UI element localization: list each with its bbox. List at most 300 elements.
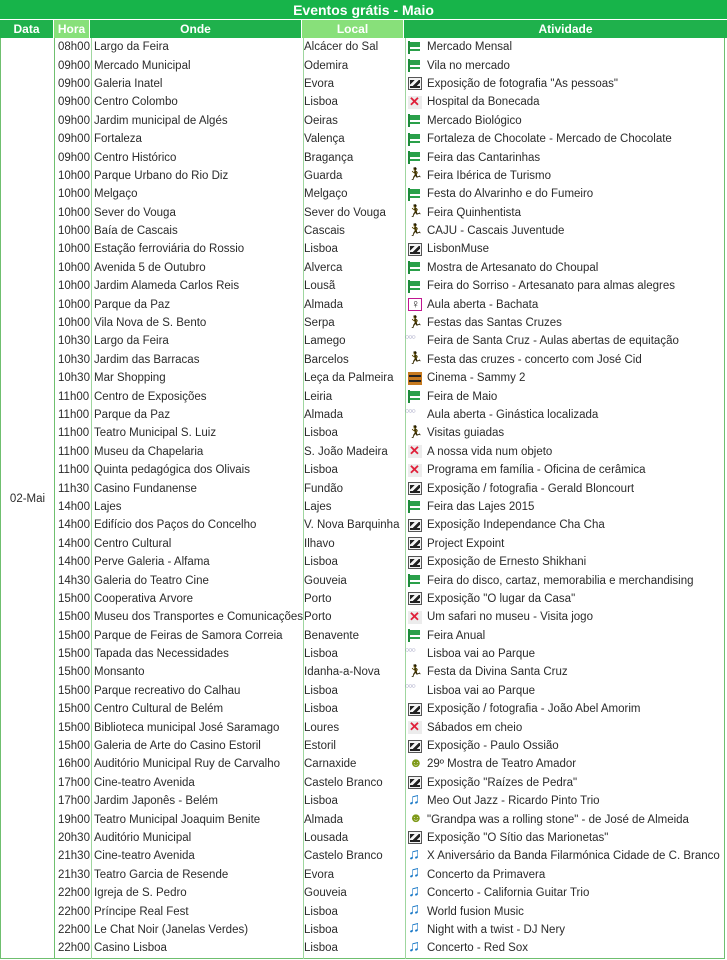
cell-onde[interactable]: Fortaleza — [94, 133, 142, 146]
table-row[interactable] — [55, 718, 726, 736]
table-row[interactable] — [55, 259, 726, 277]
cell-atividade[interactable]: Concerto - Red Sox — [427, 942, 528, 955]
cell-local[interactable]: Lisboa — [304, 648, 338, 661]
cell-onde[interactable]: Cine-teatro Avenida — [94, 776, 195, 789]
cell-local[interactable]: Cascais — [304, 225, 345, 238]
cell-local[interactable]: Lisboa — [304, 905, 338, 918]
table-row[interactable] — [55, 185, 726, 203]
cell-onde[interactable]: Centro de Exposições — [94, 390, 207, 403]
cell-hora[interactable]: 17h00 — [58, 776, 90, 789]
cell-onde[interactable]: Centro Colombo — [94, 96, 178, 109]
table-row[interactable] — [55, 130, 726, 148]
cell-atividade[interactable]: Project Expoint — [427, 537, 505, 550]
table-row[interactable] — [55, 443, 726, 461]
cell-local[interactable]: Loures — [304, 721, 340, 734]
cell-local[interactable]: Alcácer do Sal — [304, 41, 379, 54]
cell-local[interactable]: Lousã — [304, 280, 336, 293]
cell-hora[interactable]: 10h00 — [58, 317, 90, 330]
cell-onde[interactable]: Edifício dos Paços do Concelho — [94, 519, 257, 532]
market-icon — [408, 114, 422, 127]
cell-hora[interactable]: 15h00 — [58, 740, 90, 753]
cell-hora[interactable]: 10h00 — [58, 298, 90, 311]
cell-atividade[interactable]: Um safari no museu - Visita jogo — [427, 611, 593, 624]
cell-local[interactable]: Carnaxide — [304, 758, 357, 771]
music-icon — [408, 923, 422, 936]
cell-hora[interactable]: 10h00 — [58, 261, 90, 274]
table-row[interactable] — [55, 75, 726, 93]
date-cell[interactable]: 02-Mai — [1, 38, 55, 959]
cell-local[interactable]: Lisboa — [304, 243, 338, 256]
cell-atividade[interactable]: Aula aberta - Bachata — [427, 298, 539, 311]
table-row[interactable] — [55, 38, 726, 56]
cell-onde[interactable]: Teatro Municipal Joaquim Benite — [94, 813, 261, 826]
cell-atividade[interactable]: 29º Mostra de Teatro Amador — [427, 758, 577, 771]
cell-local[interactable]: Barcelos — [304, 353, 349, 366]
cell-atividade[interactable]: X Aniversário da Banda Filarmónica Cidade de C. Branco — [427, 850, 720, 863]
cell-hora[interactable]: 11h00 — [58, 445, 90, 458]
table-row[interactable] — [55, 332, 726, 350]
table-row[interactable] — [55, 645, 726, 663]
market-icon — [408, 59, 422, 72]
music-icon — [408, 795, 422, 808]
cell-atividade[interactable]: Exposição - Paulo Ossião — [427, 740, 559, 753]
cell-atividade[interactable]: A nossa vida num objeto — [427, 445, 553, 458]
cell-local[interactable]: Leça da Palmeira — [304, 372, 394, 385]
cell-atividade[interactable]: Fortaleza de Chocolate - Mercado de Chocolate — [427, 133, 672, 146]
cell-onde[interactable]: Príncipe Real Fest — [94, 905, 189, 918]
cell-local[interactable]: Lamego — [304, 335, 346, 348]
cell-onde[interactable]: Jardim Alameda Carlos Reis — [94, 280, 240, 293]
cell-atividade[interactable]: Concerto da Primavera — [427, 868, 546, 881]
cell-hora[interactable]: 16h00 — [58, 758, 90, 771]
table-row[interactable] — [55, 590, 726, 608]
cell-onde[interactable]: Galeria Inatel — [94, 77, 163, 90]
cell-hora[interactable]: 21h30 — [58, 850, 90, 863]
cell-atividade[interactable]: Vila no mercado — [427, 59, 510, 72]
cell-hora[interactable]: 10h00 — [58, 280, 90, 293]
cell-local[interactable]: Almada — [304, 409, 343, 421]
cell-onde[interactable]: Perve Galeria - Alfama — [94, 556, 210, 569]
market-icon — [408, 629, 422, 642]
table-row[interactable] — [55, 682, 726, 700]
cell-atividade[interactable]: Lisboa vai ao Parque — [427, 684, 536, 697]
cell-atividade[interactable]: Festa das cruzes - concerto com José Cid — [427, 353, 642, 366]
table-row[interactable] — [55, 884, 726, 902]
cell-local[interactable]: Melgaço — [304, 188, 348, 201]
cell-local[interactable]: Évora — [304, 77, 335, 90]
cell-atividade[interactable]: Night with a twist - DJ Nery — [427, 923, 566, 936]
table-row[interactable] — [55, 608, 726, 626]
cell-onde[interactable]: Museu dos Transportes e Comunicações — [94, 611, 303, 624]
cell-atividade[interactable]: Lisboa vai ao Parque — [427, 648, 536, 661]
market-icon — [408, 390, 422, 403]
cell-atividade[interactable]: Exposição "O Sítio das Marionetas" — [427, 831, 609, 844]
cell-atividade[interactable]: Exposição de Ernesto Shikhani — [427, 556, 587, 569]
cell-local[interactable]: Castelo Branco — [304, 850, 383, 863]
cell-local[interactable]: Lisboa — [304, 556, 338, 569]
cell-local[interactable]: Lajes — [304, 500, 332, 513]
cell-atividade[interactable]: Feira Quinhentista — [427, 206, 521, 219]
header-local[interactable]: Local — [302, 20, 404, 38]
cell-hora[interactable]: 09h00 — [58, 77, 90, 90]
sport-icon — [408, 335, 422, 348]
cell-atividade[interactable]: Festa da Divina Santa Cruz — [427, 666, 568, 679]
table-row[interactable] — [55, 921, 726, 939]
cell-onde[interactable]: Jardim Japonês - Belém — [94, 795, 218, 808]
cell-hora[interactable]: 22h00 — [58, 887, 90, 900]
market-icon — [408, 133, 422, 146]
table-row[interactable] — [55, 314, 726, 332]
cell-local[interactable]: Gouveia — [304, 574, 347, 587]
cell-hora[interactable]: 14h00 — [58, 556, 90, 569]
cell-onde[interactable]: Casino Fundanense — [94, 482, 197, 495]
sport-icon — [408, 648, 422, 661]
table-row[interactable] — [55, 792, 726, 810]
table-row[interactable] — [55, 93, 726, 111]
museum-icon — [408, 831, 422, 844]
cell-local[interactable]: Castelo Branco — [304, 776, 383, 789]
column-headers — [0, 20, 727, 38]
cell-local[interactable]: Fundão — [304, 482, 344, 495]
cell-onde[interactable]: Centro Cultural — [94, 537, 172, 550]
market-icon — [408, 261, 422, 274]
cell-onde[interactable]: Quinta pedagógica dos Olivais — [94, 464, 250, 477]
cell-local[interactable]: Évora — [304, 868, 335, 881]
table-row[interactable] — [55, 369, 726, 387]
table-row[interactable] — [55, 204, 726, 222]
cell-onde[interactable]: Teatro Garcia de Resende — [94, 868, 229, 881]
cell-onde[interactable]: Parque da Paz — [94, 298, 171, 311]
cell-atividade[interactable]: Festa do Alvarinho e do Fumeiro — [427, 188, 594, 201]
table-row[interactable] — [55, 774, 726, 792]
cell-hora[interactable]: 15h00 — [58, 629, 90, 642]
cell-hora[interactable]: 15h00 — [58, 611, 90, 624]
museum-icon — [408, 519, 422, 532]
cell-local[interactable]: Estoril — [304, 740, 336, 753]
table-row[interactable] — [55, 167, 726, 185]
table-row[interactable] — [55, 902, 726, 920]
cell-local[interactable]: Guarda — [304, 169, 343, 182]
cell-onde[interactable]: Tapada das Necessidades — [94, 648, 229, 661]
cell-hora[interactable]: 11h00 — [58, 464, 90, 477]
cell-atividade[interactable]: Feira de Santa Cruz - Aulas abertas de equitação — [427, 335, 679, 348]
cell-local[interactable]: Bragança — [304, 151, 354, 164]
cell-atividade[interactable]: Feira Anual — [427, 629, 486, 642]
museum-icon — [408, 243, 422, 256]
table-row[interactable] — [55, 571, 726, 589]
cell-hora[interactable]: 09h00 — [58, 59, 90, 72]
cell-hora[interactable]: 10h00 — [58, 206, 90, 219]
cell-hora[interactable]: 09h00 — [58, 96, 90, 109]
cell-onde[interactable]: Parque de Feiras de Samora Correia — [94, 629, 283, 642]
cell-hora[interactable]: 10h00 — [58, 188, 90, 201]
music-icon — [408, 868, 422, 881]
cell-atividade[interactable]: CAJU - Cascais Juventude — [427, 225, 565, 238]
cell-onde[interactable]: Jardim municipal de Algés — [94, 114, 228, 127]
table-row[interactable] — [55, 939, 726, 957]
cell-atividade[interactable]: Meo Out Jazz - Ricardo Pinto Trio — [427, 795, 600, 808]
cell-onde[interactable]: Monsanto — [94, 666, 145, 679]
cell-atividade[interactable]: Feira do Sorriso - Artesanato para almas alegres — [427, 280, 676, 293]
museum-icon — [408, 482, 422, 495]
cell-local[interactable]: Sever do Vouga — [304, 206, 386, 219]
walk-icon — [408, 225, 422, 238]
table-row[interactable] — [55, 627, 726, 645]
cell-local[interactable]: V. Nova Barquinha — [304, 519, 400, 532]
cell-onde[interactable]: Sever do Vouga — [94, 206, 176, 219]
cell-hora[interactable]: 19h00 — [58, 813, 90, 826]
table-row[interactable] — [55, 663, 726, 681]
cell-atividade[interactable]: Exposição Independance Cha Cha — [427, 519, 605, 532]
walk-icon — [408, 353, 422, 366]
table-row[interactable] — [55, 553, 726, 571]
cell-onde[interactable]: Centro Histórico — [94, 151, 177, 164]
cell-local[interactable]: Odemira — [304, 59, 349, 72]
cell-onde[interactable]: Auditório Municipal Ruy de Carvalho — [94, 758, 281, 771]
kids-icon — [408, 445, 422, 458]
market-icon — [408, 41, 422, 54]
cell-hora[interactable]: 11h00 — [58, 427, 90, 440]
header-atividade[interactable]: Atividade — [404, 20, 727, 38]
cell-hora[interactable]: 11h00 — [58, 390, 90, 403]
cell-local[interactable]: Porto — [304, 611, 332, 624]
cell-hora[interactable]: 10h00 — [58, 243, 90, 256]
cell-onde[interactable]: Centro Cultural de Belém — [94, 703, 224, 716]
museum-icon — [408, 776, 422, 789]
walk-icon — [408, 169, 422, 182]
cell-atividade[interactable]: Feira do disco, cartaz, memorabilia e merchandising — [427, 574, 694, 587]
museum-icon — [408, 556, 422, 569]
cell-hora[interactable]: 14h00 — [58, 537, 90, 550]
table-row[interactable] — [55, 847, 726, 865]
cell-local[interactable]: Almada — [304, 298, 343, 311]
cell-local[interactable]: Alverca — [304, 261, 343, 274]
dance-icon — [408, 298, 422, 311]
table-row[interactable] — [55, 810, 726, 828]
cell-local[interactable]: Lisboa — [304, 684, 338, 697]
music-icon — [408, 942, 422, 955]
cell-onde[interactable]: Baía de Cascais — [94, 225, 178, 238]
cell-atividade[interactable]: Aula aberta - Ginástica localizada — [427, 409, 599, 421]
cell-hora[interactable]: 22h00 — [58, 923, 90, 936]
cell-local[interactable]: Gouveia — [304, 887, 347, 900]
cell-atividade[interactable]: Feira das Cantarinhas — [427, 151, 541, 164]
cell-local[interactable]: Idanha-a-Nova — [304, 666, 381, 679]
table-row[interactable] — [55, 277, 726, 295]
cell-onde[interactable]: Parque Urbano do Rio Diz — [94, 169, 229, 182]
cell-hora[interactable]: 11h00 — [58, 409, 90, 421]
cell-onde[interactable]: Jardim das Barracas — [94, 353, 200, 366]
cell-atividade[interactable]: Visitas guiadas — [427, 427, 505, 440]
cell-local[interactable]: Valença — [304, 133, 345, 146]
cell-hora[interactable]: 14h00 — [58, 500, 90, 513]
cell-hora[interactable]: 21h30 — [58, 868, 90, 881]
cell-hora[interactable]: 10h30 — [58, 335, 90, 348]
cell-hora[interactable]: 17h00 — [58, 795, 90, 808]
cell-onde[interactable]: Parque recreativo do Calhau — [94, 684, 241, 697]
market-icon — [408, 500, 422, 513]
cell-local[interactable]: Leiria — [304, 390, 333, 403]
cell-atividade[interactable]: Mercado Mensal — [427, 41, 513, 54]
cell-atividade[interactable]: Concerto - California Guitar Trio — [427, 887, 590, 900]
cell-atividade[interactable]: Exposição "Raízes de Pedra" — [427, 776, 578, 789]
cell-hora[interactable]: 10h00 — [58, 225, 90, 238]
cell-atividade[interactable]: LisbonMuse — [427, 243, 490, 256]
table-row[interactable] — [55, 424, 726, 442]
cell-onde[interactable]: Museu da Chapelaria — [94, 445, 204, 458]
table-row[interactable] — [55, 112, 726, 130]
cell-hora[interactable]: 09h00 — [58, 133, 90, 146]
cell-onde[interactable]: Melgaço — [94, 188, 138, 201]
cell-atividade[interactable]: Festas das Santas Cruzes — [427, 317, 562, 330]
cell-onde[interactable]: Lajes — [94, 500, 122, 513]
cell-onde[interactable]: Auditório Municipal — [94, 831, 192, 844]
cell-onde[interactable]: Cine-teatro Avenida — [94, 850, 195, 863]
sheet-title: Eventos grátis - Maio — [0, 0, 727, 20]
cell-local[interactable]: Serpa — [304, 317, 335, 330]
table-row[interactable] — [55, 148, 726, 166]
cell-hora[interactable]: 14h30 — [58, 574, 90, 587]
events-table-body — [0, 38, 725, 959]
cell-atividade[interactable]: "Grandpa was a rolling stone" - de José de Almeida — [427, 813, 689, 826]
table-row[interactable] — [55, 755, 726, 773]
cell-hora[interactable]: 15h00 — [58, 592, 90, 605]
cell-hora[interactable]: 15h00 — [58, 684, 90, 697]
music-icon — [408, 887, 422, 900]
table-row[interactable] — [55, 829, 726, 847]
cell-hora[interactable]: 14h00 — [58, 519, 90, 532]
cell-onde[interactable]: Estação ferroviária do Rossio — [94, 243, 245, 256]
cell-onde[interactable]: Largo da Feira — [94, 335, 169, 348]
table-row[interactable] — [55, 406, 726, 424]
cell-onde[interactable]: Teatro Municipal S. Luiz — [94, 427, 217, 440]
events-rows — [55, 38, 726, 958]
cell-atividade[interactable]: Feira das Lajes 2015 — [427, 500, 535, 513]
cell-onde[interactable]: Vila Nova de S. Bento — [94, 317, 207, 330]
cell-local[interactable]: Benavente — [304, 629, 359, 642]
cell-atividade[interactable]: Feira Ibérica de Turismo — [427, 169, 551, 182]
cell-atividade[interactable]: Mostra de Artesanato do Choupal — [427, 261, 599, 274]
header-data[interactable]: Data — [0, 20, 54, 38]
table-row[interactable] — [55, 56, 726, 74]
table-row[interactable] — [55, 866, 726, 884]
sport-icon — [408, 684, 422, 697]
table-row[interactable] — [55, 461, 726, 479]
walk-icon — [408, 317, 422, 330]
cell-onde[interactable]: Le Chat Noir (Janelas Verdes) — [94, 923, 249, 936]
cell-local[interactable]: Almada — [304, 813, 343, 826]
cell-atividade[interactable]: Feira de Maio — [427, 390, 498, 403]
header-onde[interactable]: Onde — [90, 20, 302, 38]
cell-hora[interactable]: 09h00 — [58, 151, 90, 164]
cell-onde[interactable]: Largo da Feira — [94, 41, 169, 54]
cell-onde[interactable]: Avenida 5 de Outubro — [94, 261, 206, 274]
cell-local[interactable]: Lisboa — [304, 96, 338, 109]
kids-icon — [408, 96, 422, 109]
header-hora[interactable]: Hora — [54, 20, 90, 38]
cell-local[interactable]: Ílhavo — [304, 537, 335, 550]
cell-atividade[interactable]: Hospital da Bonecada — [427, 96, 540, 109]
kids-icon — [408, 721, 422, 734]
cell-onde[interactable]: Mercado Municipal — [94, 59, 191, 72]
cell-hora[interactable]: 20h30 — [58, 831, 90, 844]
table-row[interactable] — [55, 737, 726, 755]
cell-onde[interactable]: Cooperativa Árvore — [94, 592, 194, 605]
cell-onde[interactable]: Mar Shopping — [94, 372, 166, 385]
kids-icon — [408, 611, 422, 624]
cell-onde[interactable]: Casino Lisboa — [94, 942, 167, 955]
table-row[interactable] — [55, 700, 726, 718]
cell-onde[interactable]: Igreja de S. Pedro — [94, 887, 187, 900]
market-icon — [408, 151, 422, 164]
cell-hora[interactable]: 08h00 — [58, 41, 90, 54]
walk-icon — [408, 206, 422, 219]
cell-hora[interactable]: 15h00 — [58, 703, 90, 716]
table-row[interactable] — [55, 479, 726, 497]
cell-local[interactable]: Lisboa — [304, 464, 338, 477]
cell-local[interactable]: Lisboa — [304, 942, 338, 955]
cell-hora[interactable]: 15h00 — [58, 666, 90, 679]
cell-atividade[interactable]: Cinema - Sammy 2 — [427, 372, 526, 385]
cell-hora[interactable]: 11h30 — [58, 482, 90, 495]
table-row[interactable] — [55, 535, 726, 553]
table-row[interactable] — [55, 498, 726, 516]
cell-local[interactable]: Lisboa — [304, 427, 338, 440]
cell-hora[interactable]: 10h00 — [58, 169, 90, 182]
table-row[interactable] — [55, 240, 726, 258]
cell-atividade[interactable]: World fusion Music — [427, 905, 524, 918]
cell-atividade[interactable]: Programa em família - Oficina de cerâmica — [427, 464, 646, 477]
table-row[interactable] — [55, 295, 726, 313]
cell-onde[interactable]: Biblioteca municipal José Saramago — [94, 721, 280, 734]
cell-local[interactable]: Lousada — [304, 831, 349, 844]
cell-onde[interactable]: Galeria de Arte do Casino Estoril — [94, 740, 261, 753]
cell-atividade[interactable]: Exposição de fotografia "As pessoas" — [427, 77, 618, 90]
cell-onde[interactable]: Galeria do Teatro Cine — [94, 574, 209, 587]
music-icon — [408, 905, 422, 918]
cell-local[interactable]: Oeiras — [304, 114, 338, 127]
cell-hora[interactable]: 09h00 — [58, 114, 90, 127]
museum-icon — [408, 537, 422, 550]
cell-atividade[interactable]: Mercado Biológico — [427, 114, 522, 127]
cell-local[interactable]: Lisboa — [304, 703, 338, 716]
cell-hora[interactable]: 10h30 — [58, 353, 90, 366]
cell-onde[interactable]: Parque da Paz — [94, 409, 171, 421]
cell-local[interactable]: S. João Madeira — [304, 445, 388, 458]
cell-hora[interactable]: 15h00 — [58, 648, 90, 661]
cell-atividade[interactable]: Exposição / fotografia - Gerald Bloncourt — [427, 482, 635, 495]
table-row[interactable] — [55, 222, 726, 240]
cell-hora[interactable]: 15h00 — [58, 721, 90, 734]
cell-local[interactable]: Lisboa — [304, 923, 338, 936]
cell-hora[interactable]: 22h00 — [58, 942, 90, 955]
cell-atividade[interactable]: Exposição "O lugar da Casa" — [427, 592, 576, 605]
music-icon — [408, 850, 422, 863]
cell-local[interactable]: Lisboa — [304, 795, 338, 808]
museum-icon — [408, 740, 422, 753]
cell-hora[interactable]: 10h30 — [58, 372, 90, 385]
museum-icon — [408, 592, 422, 605]
cell-local[interactable]: Porto — [304, 592, 332, 605]
table-row[interactable] — [55, 351, 726, 369]
cell-atividade[interactable]: Sábados em cheio — [427, 721, 523, 734]
cell-hora[interactable]: 22h00 — [58, 905, 90, 918]
kids-icon — [408, 464, 422, 477]
cell-atividade[interactable]: Exposição / fotografia - João Abel Amorim — [427, 703, 641, 716]
table-row[interactable] — [55, 387, 726, 405]
museum-icon — [408, 703, 422, 716]
table-row[interactable] — [55, 516, 726, 534]
